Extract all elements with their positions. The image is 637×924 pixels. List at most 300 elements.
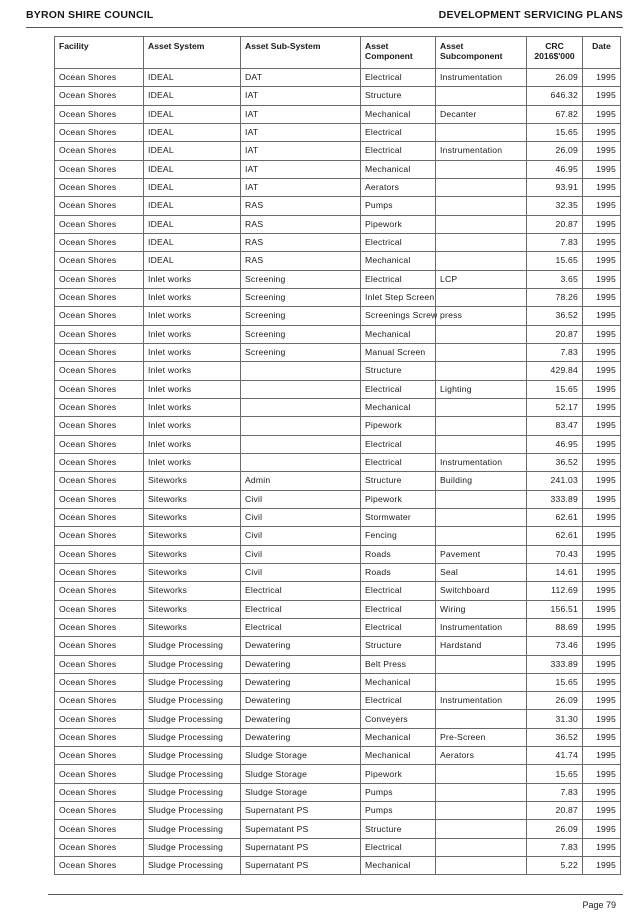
cell-asset-subcomponent (436, 197, 527, 215)
cell-date: 1995 (583, 215, 621, 233)
cell-asset-system: Siteworks (144, 472, 241, 490)
cell-asset-system: Sludge Processing (144, 673, 241, 691)
cell-date: 1995 (583, 802, 621, 820)
table-row (55, 783, 621, 801)
cell-asset-subcomponent (436, 783, 527, 801)
col-header-asset-component (361, 37, 436, 69)
cell-asset-component: Electrical (361, 380, 436, 398)
table-row (55, 252, 621, 270)
table-row (55, 490, 621, 508)
cell-date: 1995 (583, 545, 621, 563)
cell-asset-sub-system: Electrical (241, 582, 361, 600)
col-header-asset-subcomponent-line1: Asset (440, 41, 464, 51)
cell-crc: 646.32 (527, 87, 583, 105)
cell-asset-subcomponent: Decanter (436, 105, 527, 123)
cell-asset-sub-system: IAT (241, 160, 361, 178)
document-title: DEVELOPMENT SERVICING PLANS (438, 9, 623, 21)
table-row (55, 69, 621, 87)
cell-asset-component: Fencing (361, 527, 436, 545)
cell-asset-subcomponent (436, 343, 527, 361)
cell-facility: Ocean Shores (55, 288, 144, 306)
cell-crc: 333.89 (527, 490, 583, 508)
cell-asset-system: Sludge Processing (144, 747, 241, 765)
table-row (55, 692, 621, 710)
cell-asset-sub-system: Electrical (241, 600, 361, 618)
cell-asset-sub-system: Sludge Storage (241, 765, 361, 783)
cell-crc: 20.87 (527, 325, 583, 343)
cell-crc: 7.83 (527, 838, 583, 856)
cell-asset-system: IDEAL (144, 123, 241, 141)
cell-asset-system: Inlet works (144, 325, 241, 343)
cell-date: 1995 (583, 233, 621, 251)
table-row (55, 160, 621, 178)
table-row (55, 710, 621, 728)
cell-asset-system: Sludge Processing (144, 838, 241, 856)
cell-asset-component: Pumps (361, 783, 436, 801)
cell-date: 1995 (583, 673, 621, 691)
cell-crc: 7.83 (527, 783, 583, 801)
cell-asset-subcomponent (436, 288, 527, 306)
cell-asset-system: Siteworks (144, 545, 241, 563)
cell-asset-subcomponent (436, 857, 527, 875)
cell-facility: Ocean Shores (55, 600, 144, 618)
cell-asset-component: Pumps (361, 197, 436, 215)
table-row (55, 857, 621, 875)
cell-crc: 36.52 (527, 307, 583, 325)
cell-asset-sub-system: Supernatant PS (241, 802, 361, 820)
col-header-asset-subcomponent (436, 37, 527, 69)
cell-crc: 26.09 (527, 69, 583, 87)
cell-date: 1995 (583, 362, 621, 380)
cell-asset-sub-system: Civil (241, 545, 361, 563)
cell-facility: Ocean Shores (55, 802, 144, 820)
cell-asset-sub-system: Dewatering (241, 692, 361, 710)
cell-asset-sub-system (241, 453, 361, 471)
cell-facility: Ocean Shores (55, 435, 144, 453)
cell-asset-component: Electrical (361, 435, 436, 453)
cell-facility: Ocean Shores (55, 527, 144, 545)
cell-asset-sub-system: Dewatering (241, 728, 361, 746)
cell-asset-sub-system: Electrical (241, 618, 361, 636)
cell-crc: 112.69 (527, 582, 583, 600)
table-row (55, 802, 621, 820)
cell-asset-component: Manual Screen (361, 343, 436, 361)
cell-asset-system: Inlet works (144, 288, 241, 306)
cell-asset-system: Sludge Processing (144, 802, 241, 820)
table-row (55, 820, 621, 838)
cell-asset-component: Electrical (361, 123, 436, 141)
cell-date: 1995 (583, 783, 621, 801)
cell-asset-subcomponent: Hardstand (436, 637, 527, 655)
cell-date: 1995 (583, 765, 621, 783)
cell-asset-sub-system: Dewatering (241, 673, 361, 691)
cell-asset-sub-system: Supernatant PS (241, 820, 361, 838)
cell-asset-subcomponent (436, 123, 527, 141)
cell-asset-component: Mechanical (361, 857, 436, 875)
cell-asset-system: Sludge Processing (144, 783, 241, 801)
cell-asset-sub-system: Admin (241, 472, 361, 490)
table-row (55, 215, 621, 233)
cell-asset-system: IDEAL (144, 197, 241, 215)
cell-asset-system: Siteworks (144, 563, 241, 581)
cell-asset-sub-system: Screening (241, 270, 361, 288)
cell-crc: 36.52 (527, 728, 583, 746)
cell-date: 1995 (583, 747, 621, 765)
cell-asset-subcomponent: Seal (436, 563, 527, 581)
cell-crc: 20.87 (527, 802, 583, 820)
cell-asset-system: Sludge Processing (144, 692, 241, 710)
cell-facility: Ocean Shores (55, 783, 144, 801)
cell-asset-system: Inlet works (144, 398, 241, 416)
cell-crc: 93.91 (527, 178, 583, 196)
cell-asset-system: Sludge Processing (144, 710, 241, 728)
cell-asset-sub-system: RAS (241, 252, 361, 270)
cell-facility: Ocean Shores (55, 105, 144, 123)
cell-crc: 15.65 (527, 123, 583, 141)
cell-asset-component: Mechanical (361, 160, 436, 178)
cell-asset-sub-system: Dewatering (241, 655, 361, 673)
cell-date: 1995 (583, 325, 621, 343)
cell-asset-subcomponent (436, 765, 527, 783)
cell-asset-system: Sludge Processing (144, 820, 241, 838)
cell-asset-component: Electrical (361, 69, 436, 87)
cell-date: 1995 (583, 472, 621, 490)
cell-facility: Ocean Shores (55, 765, 144, 783)
cell-asset-component: Electrical (361, 582, 436, 600)
cell-date: 1995 (583, 288, 621, 306)
cell-date: 1995 (583, 692, 621, 710)
cell-asset-system: IDEAL (144, 142, 241, 160)
table-row (55, 178, 621, 196)
cell-facility: Ocean Shores (55, 215, 144, 233)
cell-date: 1995 (583, 417, 621, 435)
cell-crc: 5.22 (527, 857, 583, 875)
cell-crc: 78.26 (527, 288, 583, 306)
table-row (55, 728, 621, 746)
col-header-asset-sub-system: Asset Sub-System (241, 37, 361, 69)
cell-facility: Ocean Shores (55, 728, 144, 746)
cell-asset-component: Pipework (361, 417, 436, 435)
cell-asset-component: Aerators (361, 178, 436, 196)
cell-crc: 3.65 (527, 270, 583, 288)
cell-crc: 20.87 (527, 215, 583, 233)
table-row (55, 563, 621, 581)
cell-asset-subcomponent (436, 160, 527, 178)
cell-facility: Ocean Shores (55, 820, 144, 838)
cell-crc: 41.74 (527, 747, 583, 765)
cell-asset-component: Structure (361, 820, 436, 838)
cell-crc: 7.83 (527, 343, 583, 361)
cell-crc: 333.89 (527, 655, 583, 673)
cell-asset-system: Inlet works (144, 270, 241, 288)
cell-asset-subcomponent: Instrumentation (436, 142, 527, 160)
cell-asset-sub-system: IAT (241, 87, 361, 105)
cell-crc: 7.83 (527, 233, 583, 251)
table-row (55, 582, 621, 600)
cell-asset-component: Electrical (361, 453, 436, 471)
cell-asset-sub-system: RAS (241, 197, 361, 215)
cell-facility: Ocean Shores (55, 582, 144, 600)
page-header (26, 9, 623, 28)
cell-facility: Ocean Shores (55, 655, 144, 673)
cell-asset-component: Mechanical (361, 398, 436, 416)
cell-asset-subcomponent (436, 398, 527, 416)
cell-asset-sub-system: Sludge Storage (241, 783, 361, 801)
col-header-facility: Facility (55, 37, 144, 69)
cell-asset-subcomponent (436, 710, 527, 728)
table-row (55, 325, 621, 343)
cell-asset-system: Sludge Processing (144, 637, 241, 655)
table-row (55, 472, 621, 490)
cell-facility: Ocean Shores (55, 380, 144, 398)
cell-asset-subcomponent (436, 820, 527, 838)
table-row (55, 288, 621, 306)
cell-asset-subcomponent: Building (436, 472, 527, 490)
cell-asset-sub-system: Civil (241, 563, 361, 581)
cell-asset-sub-system: DAT (241, 69, 361, 87)
table-row (55, 362, 621, 380)
col-header-asset-subcomponent-line2: Subcomponent (440, 51, 503, 61)
table-row (55, 673, 621, 691)
cell-facility: Ocean Shores (55, 417, 144, 435)
cell-asset-component: Inlet Step Screen (361, 288, 436, 306)
cell-crc: 62.61 (527, 508, 583, 526)
cell-date: 1995 (583, 582, 621, 600)
cell-asset-component: Belt Press (361, 655, 436, 673)
cell-asset-component: Electrical (361, 838, 436, 856)
table-row (55, 233, 621, 251)
cell-facility: Ocean Shores (55, 362, 144, 380)
cell-asset-subcomponent: Aerators (436, 747, 527, 765)
col-header-asset-component-line2: Component (365, 51, 413, 61)
cell-asset-subcomponent: Instrumentation (436, 692, 527, 710)
cell-date: 1995 (583, 820, 621, 838)
cell-date: 1995 (583, 69, 621, 87)
cell-asset-component: Mechanical (361, 105, 436, 123)
cell-facility: Ocean Shores (55, 142, 144, 160)
cell-asset-component: Electrical (361, 600, 436, 618)
table-row (55, 618, 621, 636)
cell-facility: Ocean Shores (55, 490, 144, 508)
cell-crc: 88.69 (527, 618, 583, 636)
cell-asset-subcomponent (436, 435, 527, 453)
table-row (55, 343, 621, 361)
cell-asset-sub-system: RAS (241, 233, 361, 251)
cell-asset-subcomponent (436, 215, 527, 233)
table-header-row (55, 37, 621, 69)
cell-facility: Ocean Shores (55, 472, 144, 490)
cell-facility: Ocean Shores (55, 69, 144, 87)
cell-asset-system: Inlet works (144, 307, 241, 325)
cell-asset-subcomponent (436, 233, 527, 251)
cell-date: 1995 (583, 838, 621, 856)
cell-facility: Ocean Shores (55, 747, 144, 765)
cell-asset-system: Sludge Processing (144, 765, 241, 783)
cell-asset-sub-system (241, 398, 361, 416)
cell-asset-subcomponent (436, 325, 527, 343)
cell-asset-component: Electrical (361, 270, 436, 288)
cell-asset-subcomponent: Switchboard (436, 582, 527, 600)
cell-facility: Ocean Shores (55, 637, 144, 655)
table-row (55, 398, 621, 416)
cell-crc: 67.82 (527, 105, 583, 123)
cell-facility: Ocean Shores (55, 545, 144, 563)
cell-facility: Ocean Shores (55, 838, 144, 856)
cell-asset-component: Electrical (361, 692, 436, 710)
cell-date: 1995 (583, 453, 621, 471)
cell-asset-subcomponent: Lighting (436, 380, 527, 398)
cell-facility: Ocean Shores (55, 178, 144, 196)
col-header-asset-system: Asset System (144, 37, 241, 69)
cell-asset-sub-system: IAT (241, 178, 361, 196)
cell-asset-component: Mechanical (361, 728, 436, 746)
cell-asset-sub-system: Supernatant PS (241, 857, 361, 875)
cell-asset-component: Mechanical (361, 252, 436, 270)
cell-asset-system: Siteworks (144, 618, 241, 636)
cell-asset-system: Sludge Processing (144, 728, 241, 746)
cell-asset-sub-system (241, 417, 361, 435)
cell-asset-system: Inlet works (144, 435, 241, 453)
cell-date: 1995 (583, 142, 621, 160)
page-number: Page 79 (582, 900, 616, 910)
cell-facility: Ocean Shores (55, 307, 144, 325)
cell-asset-subcomponent: Instrumentation (436, 453, 527, 471)
cell-asset-sub-system: Screening (241, 343, 361, 361)
col-header-crc-line2: 2016$'000 (534, 51, 575, 61)
cell-asset-subcomponent (436, 87, 527, 105)
cell-crc: 26.09 (527, 142, 583, 160)
table-row (55, 600, 621, 618)
cell-asset-system: Siteworks (144, 600, 241, 618)
cell-asset-subcomponent: LCP (436, 270, 527, 288)
cell-asset-system: Sludge Processing (144, 655, 241, 673)
cell-asset-component: Structure (361, 87, 436, 105)
cell-asset-component: Screenings Screw press (361, 307, 436, 325)
cell-asset-sub-system: Screening (241, 307, 361, 325)
cell-asset-sub-system: Civil (241, 490, 361, 508)
cell-asset-component: Structure (361, 472, 436, 490)
cell-date: 1995 (583, 655, 621, 673)
cell-crc: 241.03 (527, 472, 583, 490)
col-header-crc (527, 37, 583, 69)
cell-date: 1995 (583, 197, 621, 215)
cell-date: 1995 (583, 270, 621, 288)
cell-asset-system: IDEAL (144, 105, 241, 123)
cell-date: 1995 (583, 527, 621, 545)
cell-facility: Ocean Shores (55, 857, 144, 875)
cell-date: 1995 (583, 710, 621, 728)
cell-crc: 70.43 (527, 545, 583, 563)
cell-crc: 429.84 (527, 362, 583, 380)
footer-divider (48, 894, 623, 895)
cell-date: 1995 (583, 307, 621, 325)
cell-facility: Ocean Shores (55, 160, 144, 178)
cell-asset-component: Mechanical (361, 673, 436, 691)
cell-asset-subcomponent (436, 252, 527, 270)
cell-asset-subcomponent (436, 178, 527, 196)
cell-asset-system: IDEAL (144, 160, 241, 178)
table-row (55, 87, 621, 105)
table-row (55, 435, 621, 453)
cell-asset-sub-system: Screening (241, 325, 361, 343)
cell-asset-system: Inlet works (144, 343, 241, 361)
cell-asset-component: Structure (361, 637, 436, 655)
cell-asset-component: Electrical (361, 233, 436, 251)
cell-date: 1995 (583, 600, 621, 618)
cell-facility: Ocean Shores (55, 618, 144, 636)
cell-date: 1995 (583, 490, 621, 508)
cell-asset-component: Structure (361, 362, 436, 380)
cell-asset-component: Electrical (361, 618, 436, 636)
cell-date: 1995 (583, 618, 621, 636)
cell-asset-sub-system (241, 362, 361, 380)
cell-asset-system: IDEAL (144, 233, 241, 251)
cell-asset-component: Pipework (361, 215, 436, 233)
cell-asset-sub-system (241, 435, 361, 453)
cell-asset-component: Mechanical (361, 747, 436, 765)
cell-facility: Ocean Shores (55, 508, 144, 526)
cell-facility: Ocean Shores (55, 692, 144, 710)
table-row (55, 637, 621, 655)
cell-facility: Ocean Shores (55, 325, 144, 343)
cell-asset-subcomponent (436, 527, 527, 545)
cell-asset-subcomponent (436, 508, 527, 526)
cell-asset-component: Roads (361, 545, 436, 563)
cell-asset-system: Siteworks (144, 508, 241, 526)
cell-asset-sub-system: Screening (241, 288, 361, 306)
table-row (55, 307, 621, 325)
table-row (55, 747, 621, 765)
cell-crc: 14.61 (527, 563, 583, 581)
table-row (55, 197, 621, 215)
cell-asset-subcomponent: Pre-Screen (436, 728, 527, 746)
cell-crc: 15.65 (527, 765, 583, 783)
cell-crc: 156.51 (527, 600, 583, 618)
cell-asset-subcomponent: Pavement (436, 545, 527, 563)
cell-facility: Ocean Shores (55, 398, 144, 416)
cell-asset-component: Pumps (361, 802, 436, 820)
table-row (55, 417, 621, 435)
cell-asset-component: Mechanical (361, 325, 436, 343)
cell-date: 1995 (583, 398, 621, 416)
table-row (55, 142, 621, 160)
table-row (55, 380, 621, 398)
cell-asset-subcomponent: Instrumentation (436, 618, 527, 636)
cell-crc: 26.09 (527, 820, 583, 838)
cell-asset-sub-system: Sludge Storage (241, 747, 361, 765)
cell-date: 1995 (583, 160, 621, 178)
cell-asset-component: Stormwater (361, 508, 436, 526)
table-row (55, 270, 621, 288)
cell-facility: Ocean Shores (55, 343, 144, 361)
cell-facility: Ocean Shores (55, 453, 144, 471)
cell-asset-system: Inlet works (144, 417, 241, 435)
cell-asset-sub-system: Civil (241, 508, 361, 526)
cell-facility: Ocean Shores (55, 87, 144, 105)
cell-date: 1995 (583, 123, 621, 141)
asset-table (54, 36, 621, 875)
cell-date: 1995 (583, 252, 621, 270)
table-row (55, 545, 621, 563)
cell-date: 1995 (583, 87, 621, 105)
cell-asset-subcomponent (436, 362, 527, 380)
table-row (55, 508, 621, 526)
cell-asset-system: Siteworks (144, 490, 241, 508)
cell-date: 1995 (583, 435, 621, 453)
cell-asset-system: IDEAL (144, 87, 241, 105)
cell-facility: Ocean Shores (55, 270, 144, 288)
cell-crc: 73.46 (527, 637, 583, 655)
